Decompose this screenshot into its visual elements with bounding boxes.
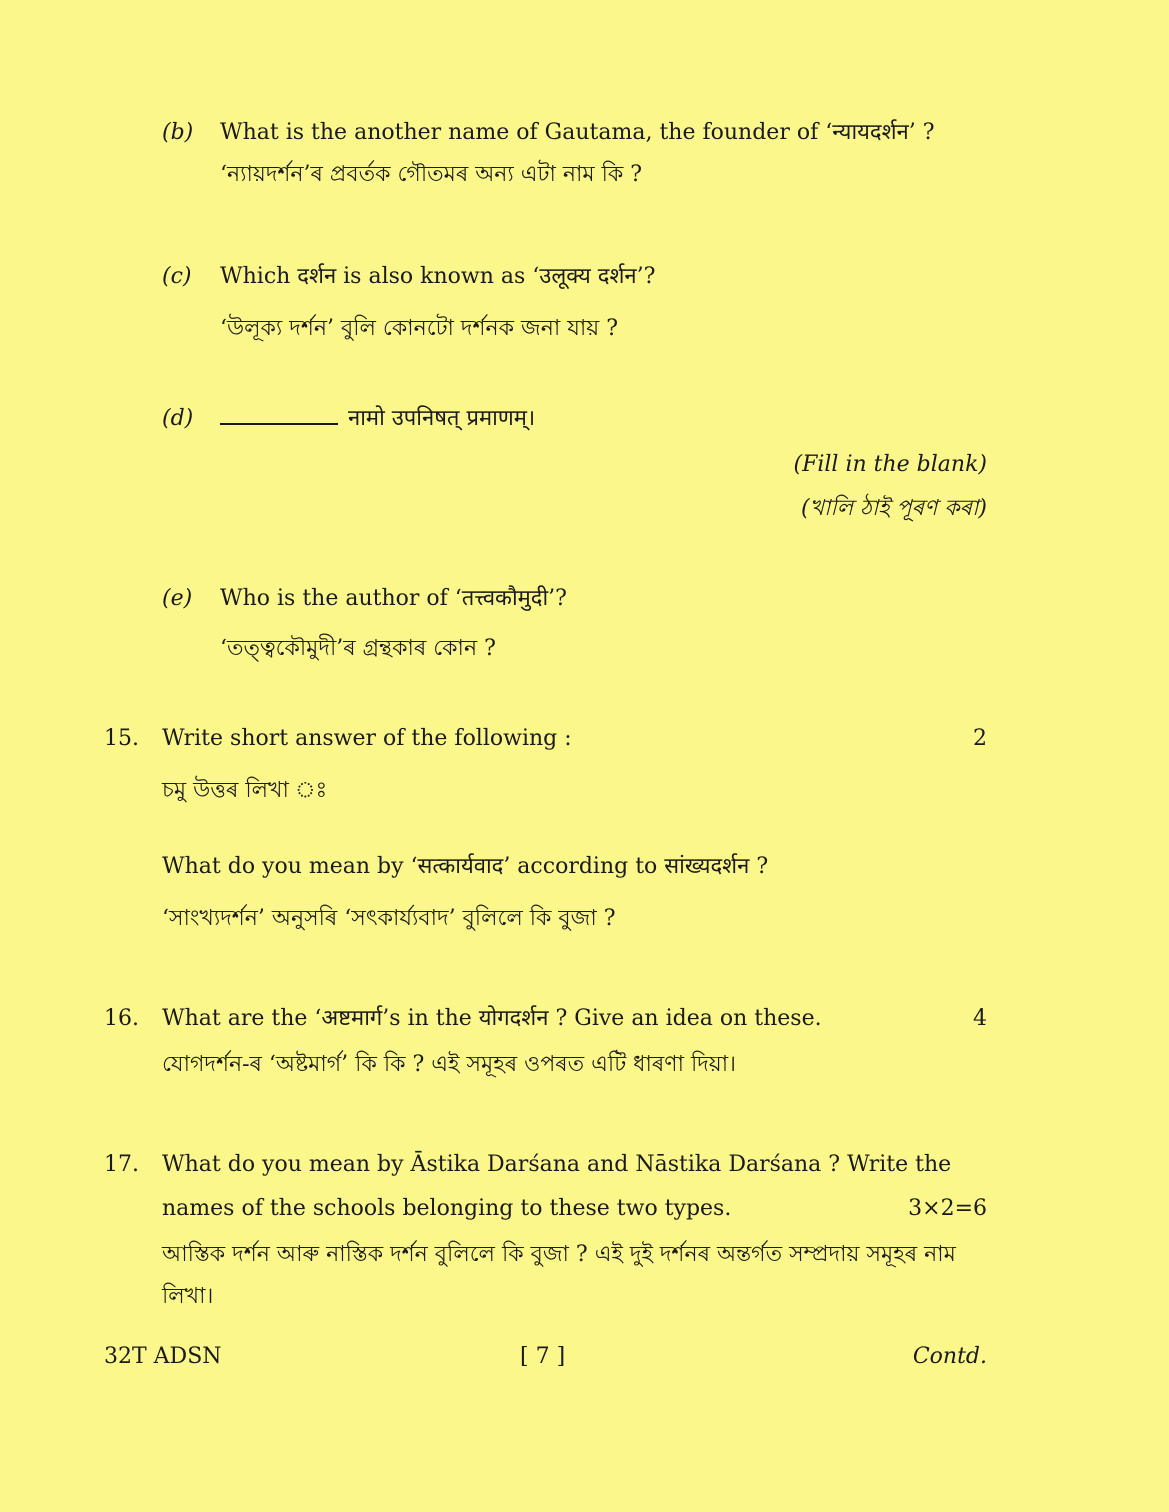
q14e-english: Who is the author of ‘तत्त्वकौमुदी’? — [220, 586, 567, 611]
q14b-assamese: ‘ন্যায়দর্শন’ৰ প্ৰবৰ্তক গৌতমৰ অন্য এটা নাম কি ? — [220, 162, 643, 187]
q14d-text: नामो उपनिषत् प्रमाणम्। — [348, 406, 536, 431]
q17-english-line1: What do you mean by Āstika Darśana and Nāstika Darśana ? Write the — [162, 1152, 952, 1177]
q16-english: What are the ‘अष्टमार्ग’s in the योगदर्शन ? Give an idea on these. — [162, 1006, 822, 1031]
q17-english-line2: names of the schools belonging to these two types. — [162, 1196, 732, 1221]
q14c-assamese: ‘উলূক্য দৰ্শন’ বুলি কোনটো দৰ্শনক জনা যায় ? — [220, 316, 619, 341]
q15-assamese: ‘সাংখ্যদৰ্শন’ অনুসৰি ‘সৎকাৰ্য্যবাদ’ বুলিলে কি বুজা ? — [162, 906, 616, 931]
q14c-english: Which दर्शन is also known as ‘उलूक्य दर्शन’? — [220, 264, 656, 289]
q15-marks: 2 — [973, 726, 987, 751]
q16-marks: 4 — [973, 1006, 987, 1031]
q14d-sentence — [220, 404, 535, 434]
q14d-label: (d) — [162, 406, 194, 431]
q17-assamese-line2: লিখা। — [162, 1284, 214, 1309]
q15-heading-assamese: চমু উত্তৰ লিখা ঃ — [162, 778, 328, 803]
fill-in-blank-instruction: (Fill in the blank) — [793, 452, 987, 477]
q17-marks: 3×2=6 — [908, 1196, 987, 1221]
page-number: [ 7 ] — [520, 1344, 566, 1369]
q14e-assamese: ‘তত্ত্বকৌমুদী’ৰ গ্ৰন্থকাৰ কোন ? — [220, 636, 496, 661]
q15-number: 15. — [104, 726, 139, 751]
q17-number: 17. — [104, 1152, 139, 1177]
q14b-label: (b) — [162, 120, 194, 145]
q15-heading: Write short answer of the following : — [162, 726, 572, 751]
fill-blank-line — [220, 405, 338, 425]
continued-note: Contd. — [912, 1344, 987, 1369]
q14e-label: (e) — [162, 586, 193, 611]
q17-assamese-line1: আস্তিক দৰ্শন আৰু নাস্তিক দৰ্শন বুলিলে কি বুজা ? এই দুই দৰ্শনৰ অন্তৰ্গত সম্প্ৰদায় সমূহৰ নাম — [162, 1242, 956, 1267]
paper-code: 32T ADSN — [104, 1344, 222, 1369]
q15-english: What do you mean by ‘सत्कार्यवाद’ according to सांख्यदर्शन ? — [162, 854, 769, 879]
q14b-english: What is the another name of Gautama, the founder of ‘न्यायदर्शन’ ? — [220, 120, 935, 145]
q16-assamese: যোগদৰ্শন-ৰ ‘অষ্টমাৰ্গ’ কি কি ? এই সমূহৰ ওপৰত এটি ধাৰণা দিয়া। — [162, 1052, 737, 1077]
q16-number: 16. — [104, 1006, 139, 1031]
fill-in-blank-instruction-assamese: (খালি ঠাই পূৰণ কৰা) — [800, 496, 987, 521]
q14c-label: (c) — [162, 264, 192, 289]
